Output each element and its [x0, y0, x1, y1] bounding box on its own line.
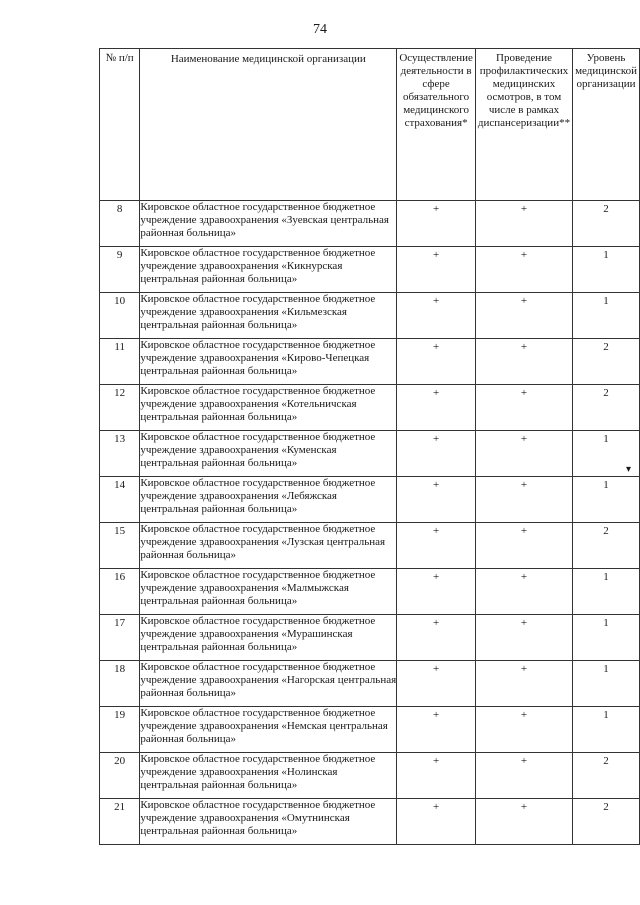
organization-name-cell: Кировское областное государственное бюджетное учреждение здравоохранения «Лузская центральная районная больница» — [140, 523, 397, 569]
table-row — [100, 569, 640, 615]
oms-mark-cell: + — [397, 569, 476, 615]
level-cell: 1 — [573, 707, 640, 753]
page-number: 74 — [313, 22, 327, 37]
row-number-cell: 8 — [100, 201, 140, 247]
oms-mark-cell: + — [397, 431, 476, 477]
header-number: № п/п — [100, 49, 140, 201]
oms-mark-cell: + — [397, 293, 476, 339]
level-cell: 2 — [573, 339, 640, 385]
organization-name-cell: Кировское областное государственное бюджетное учреждение здравоохранения «Кирово-Чепецкая центральная районная больница» — [140, 339, 397, 385]
oms-mark-cell: + — [397, 753, 476, 799]
oms-mark-cell: + — [397, 799, 476, 845]
row-number-cell: 14 — [100, 477, 140, 523]
oms-mark-cell: + — [397, 339, 476, 385]
organization-name-cell: Кировское областное государственное бюджетное учреждение здравоохранения «Мурашинская центральная районная больница» — [140, 615, 397, 661]
organization-name-cell: Кировское областное государственное бюджетное учреждение здравоохранения «Нагорская центральная районная больница» — [140, 661, 397, 707]
header-oms-activity: Осуществление деятельности в сфере обязательного медицинского страхования* — [397, 49, 476, 201]
table-row — [100, 293, 640, 339]
table-row — [100, 477, 640, 523]
oms-mark-cell: + — [397, 477, 476, 523]
row-number-cell: 17 — [100, 615, 140, 661]
organization-name-cell: Кировское областное государственное бюджетное учреждение здравоохранения «Малмыжская центральная районная больница» — [140, 569, 397, 615]
organization-name-cell: Кировское областное государственное бюджетное учреждение здравоохранения «Нолинская центральная районная больница» — [140, 753, 397, 799]
preventive-mark-cell: + — [475, 799, 572, 845]
organization-name-cell: Кировское областное государственное бюджетное учреждение здравоохранения «Котельничская центральная районная больница» — [140, 385, 397, 431]
table-row — [100, 615, 640, 661]
level-cell: 2 — [573, 385, 640, 431]
preventive-mark-cell: + — [475, 247, 572, 293]
level-cell: 1 — [573, 431, 640, 477]
oms-mark-cell: + — [397, 707, 476, 753]
header-organization-level: Уровень медицинской организации — [573, 49, 640, 201]
oms-mark-cell: + — [397, 661, 476, 707]
row-number-cell: 21 — [100, 799, 140, 845]
row-number-cell: 13 — [100, 431, 140, 477]
row-number-cell: 19 — [100, 707, 140, 753]
level-cell: 2 — [573, 799, 640, 845]
oms-mark-cell: + — [397, 247, 476, 293]
oms-mark-cell: + — [397, 615, 476, 661]
preventive-mark-cell: + — [475, 201, 572, 247]
preventive-mark-cell: + — [475, 339, 572, 385]
level-cell: 1 — [573, 615, 640, 661]
preventive-mark-cell: + — [475, 753, 572, 799]
preventive-mark-cell: + — [475, 293, 572, 339]
preventive-mark-cell: + — [475, 431, 572, 477]
preventive-mark-cell: + — [475, 569, 572, 615]
table-row — [100, 201, 640, 247]
organization-name-cell: Кировское областное государственное бюджетное учреждение здравоохранения «Немская центральная районная больница» — [140, 707, 397, 753]
table-row — [100, 753, 640, 799]
medical-organizations-table — [99, 48, 640, 845]
organization-name-cell: Кировское областное государственное бюджетное учреждение здравоохранения «Лебяжская центральная районная больница» — [140, 477, 397, 523]
row-number-cell: 20 — [100, 753, 140, 799]
organization-name-cell: Кировское областное государственное бюджетное учреждение здравоохранения «Кикнурская центральная районная больница» — [140, 247, 397, 293]
row-number-cell: 15 — [100, 523, 140, 569]
preventive-mark-cell: + — [475, 661, 572, 707]
level-cell: 1 — [573, 477, 640, 523]
table-row — [100, 247, 640, 293]
organization-name-cell: Кировское областное государственное бюджетное учреждение здравоохранения «Куменская центральная районная больница» — [140, 431, 397, 477]
preventive-mark-cell: + — [475, 615, 572, 661]
preventive-mark-cell: + — [475, 707, 572, 753]
preventive-mark-cell: + — [475, 477, 572, 523]
level-cell: 1 — [573, 569, 640, 615]
level-cell: 2 — [573, 201, 640, 247]
level-cell: 2 — [573, 753, 640, 799]
row-number-cell: 12 — [100, 385, 140, 431]
organization-name-cell: Кировское областное государственное бюджетное учреждение здравоохранения «Зуевская центральная районная больница» — [140, 201, 397, 247]
table-row — [100, 339, 640, 385]
table-row — [100, 799, 640, 845]
oms-mark-cell: + — [397, 201, 476, 247]
level-cell: 2 — [573, 523, 640, 569]
table-row — [100, 385, 640, 431]
table-header-row — [100, 49, 640, 201]
organization-name-cell: Кировское областное государственное бюджетное учреждение здравоохранения «Кильмезская центральная районная больница» — [140, 293, 397, 339]
row-number-cell: 10 — [100, 293, 140, 339]
preventive-mark-cell: + — [475, 385, 572, 431]
preventive-mark-cell: + — [475, 523, 572, 569]
oms-mark-cell: + — [397, 523, 476, 569]
row-number-cell: 11 — [100, 339, 140, 385]
level-cell: 1 — [573, 293, 640, 339]
header-preventive-exams: Проведение профилактических медицинских осмотров, в том числе в рамках диспансеризации** — [475, 49, 572, 201]
organization-name-cell: Кировское областное государственное бюджетное учреждение здравоохранения «Омутнинская центральная районная больница» — [140, 799, 397, 845]
oms-mark-cell: + — [397, 385, 476, 431]
row-number-cell: 16 — [100, 569, 140, 615]
table-row — [100, 707, 640, 753]
level-cell: 1 — [573, 247, 640, 293]
level-cell: 1 — [573, 661, 640, 707]
table-row — [100, 661, 640, 707]
table-row — [100, 523, 640, 569]
header-organization-name: Наименование медицинской организации — [140, 49, 397, 201]
row-number-cell: 18 — [100, 661, 140, 707]
row-number-cell: 9 — [100, 247, 140, 293]
scan-artifact-dot: ▾ — [626, 464, 632, 475]
table-row — [100, 431, 640, 477]
